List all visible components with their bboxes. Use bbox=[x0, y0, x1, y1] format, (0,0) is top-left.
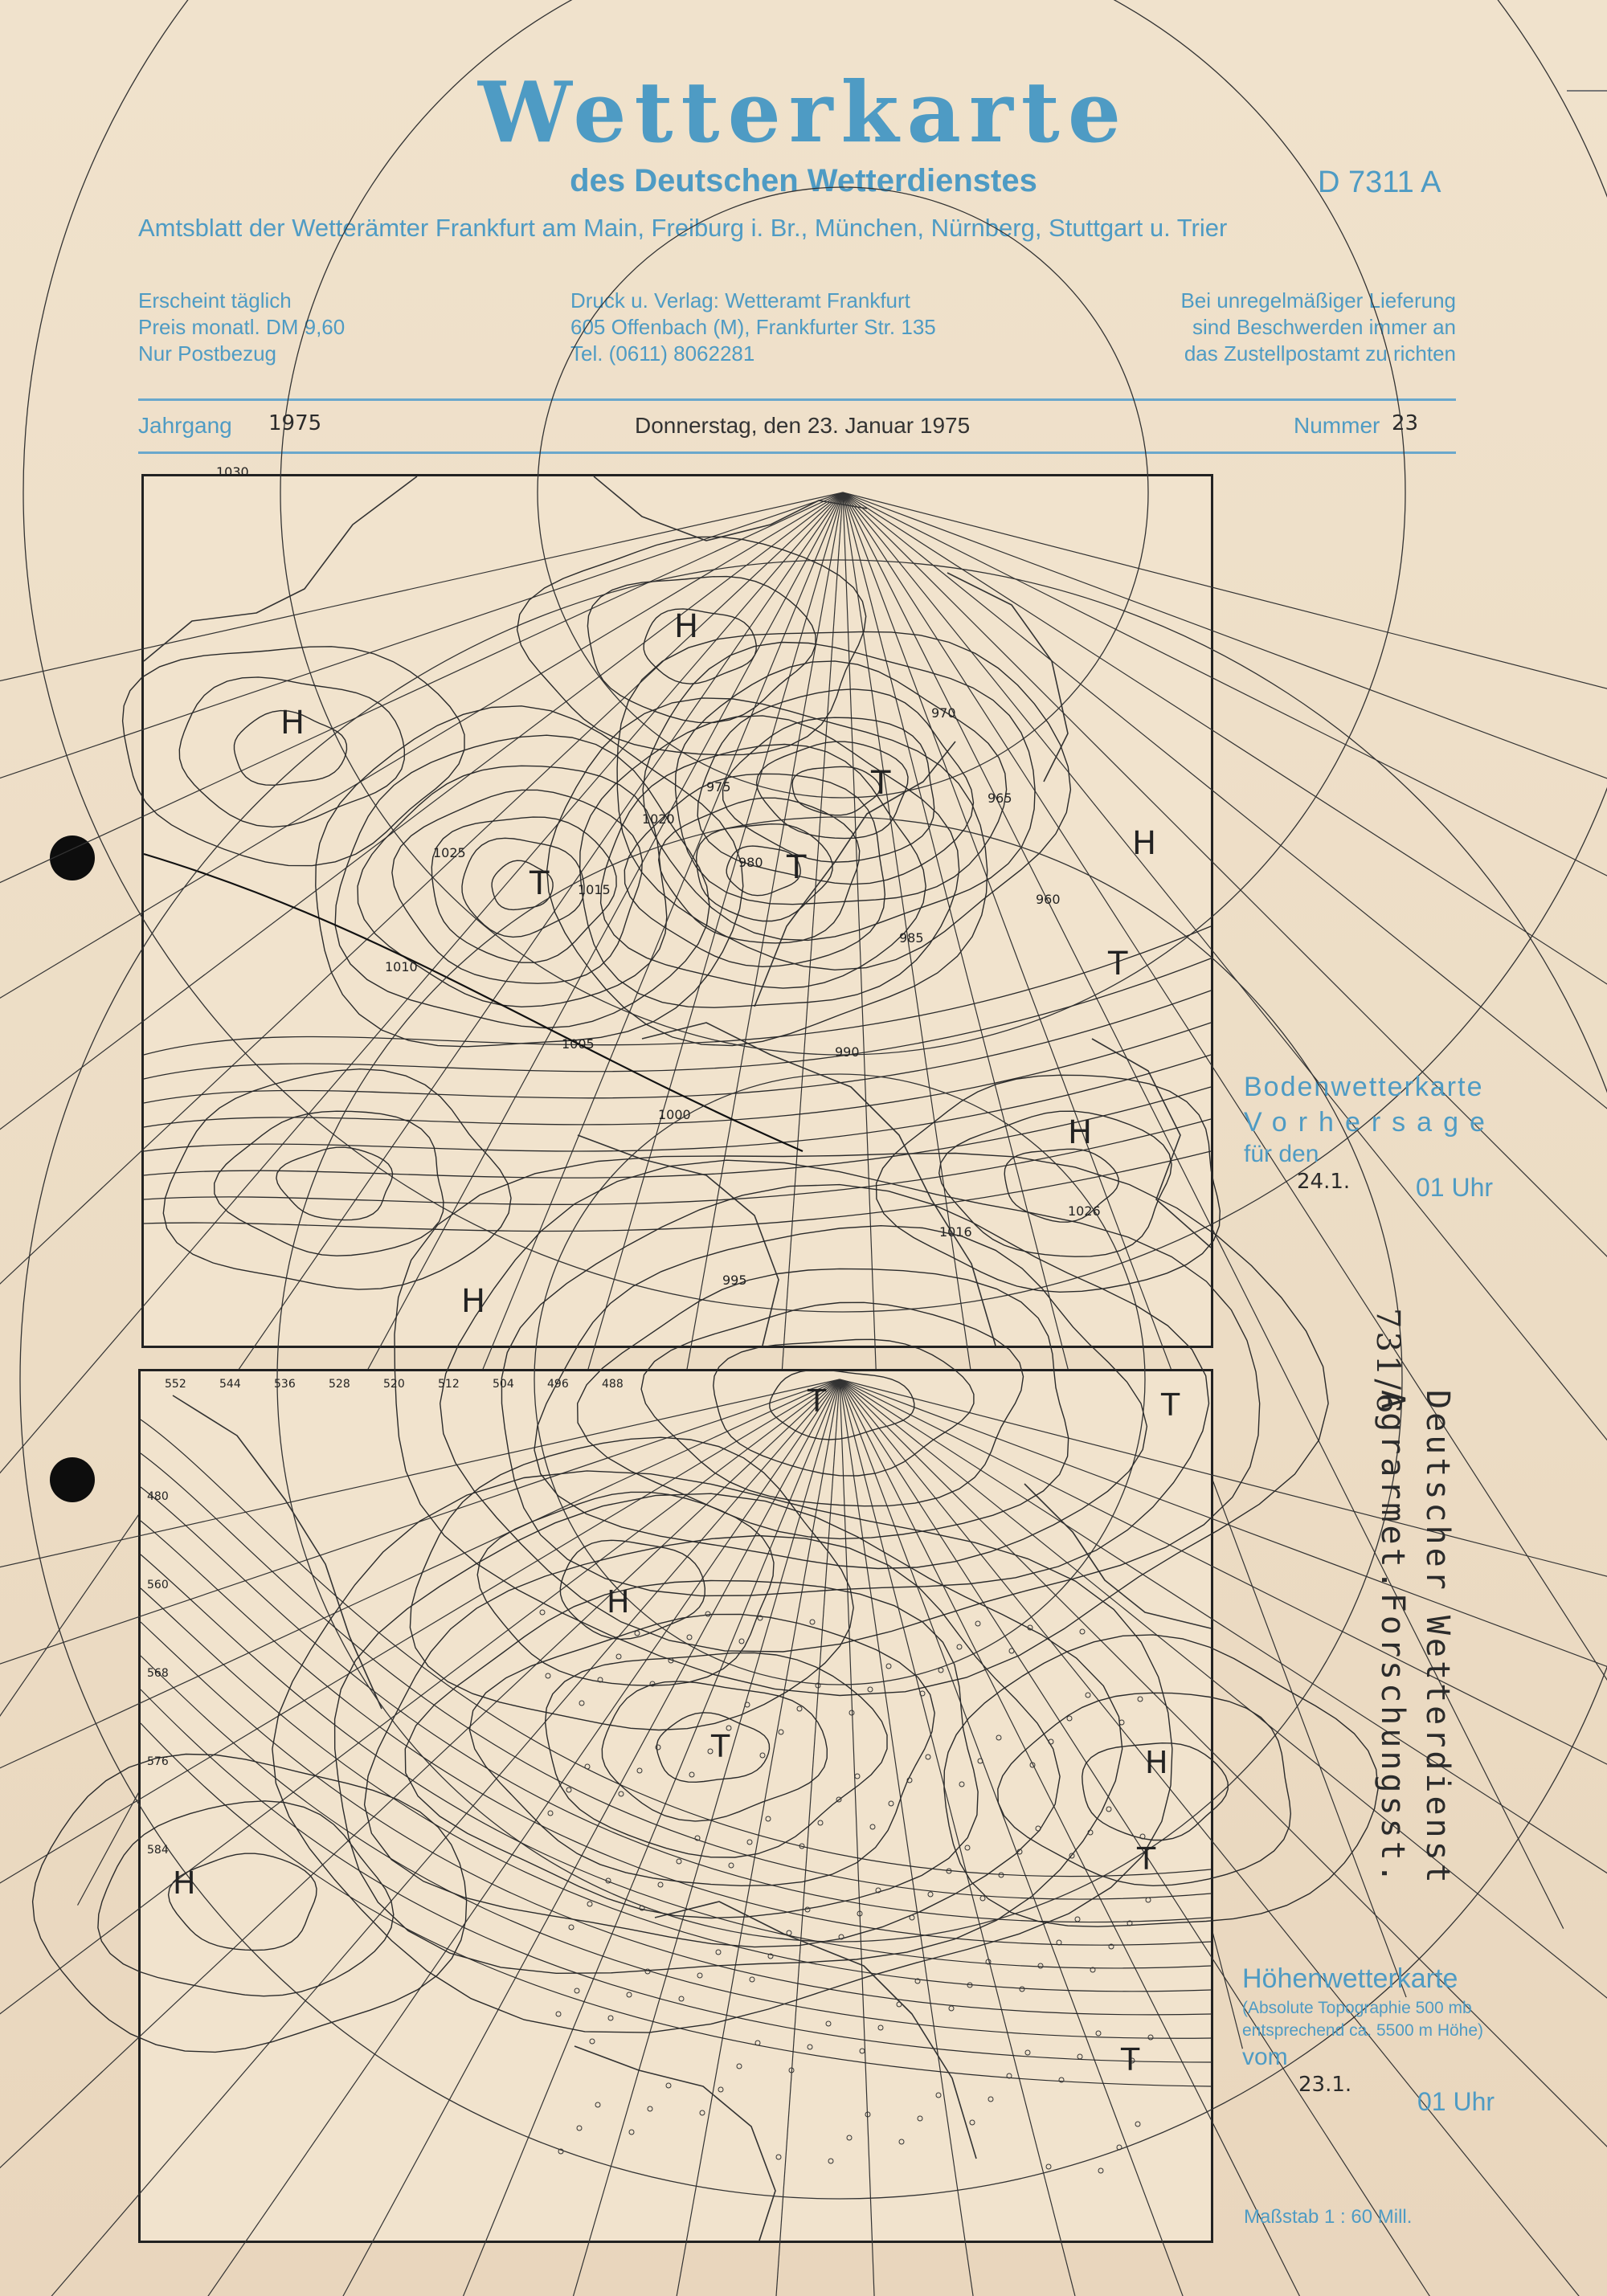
isobar bbox=[276, 1147, 393, 1220]
pressure-label: 1030 bbox=[216, 464, 249, 480]
info-line: Tel. (0611) 8062281 bbox=[570, 341, 755, 366]
library-stamp bbox=[1366, 1301, 1462, 1992]
height-label: 488 bbox=[602, 1378, 624, 1391]
station-plot bbox=[1038, 1963, 1043, 1968]
isobar bbox=[547, 698, 988, 1046]
station-plot bbox=[996, 1735, 1001, 1740]
station-plot bbox=[897, 2002, 902, 2007]
station-plot bbox=[595, 2102, 600, 2107]
pressure-label: 1015 bbox=[578, 882, 611, 897]
pressure-label: 970 bbox=[931, 705, 956, 721]
isobar bbox=[697, 824, 832, 921]
station-plot bbox=[1086, 1693, 1090, 1697]
low-pressure-center: T bbox=[530, 865, 550, 902]
station-plot bbox=[870, 1824, 875, 1829]
isobar bbox=[877, 1075, 1221, 1292]
upper-air-map-drawing bbox=[141, 1371, 1211, 2241]
high-pressure-center: H bbox=[674, 608, 699, 645]
station-plot bbox=[1077, 2054, 1082, 2059]
station-plot bbox=[988, 2097, 993, 2102]
station-plot bbox=[1046, 2164, 1051, 2169]
station-plot bbox=[577, 2126, 582, 2131]
meridian-line bbox=[840, 1379, 1071, 2296]
meridian-line bbox=[843, 492, 1607, 1056]
handwritten-number: 731/6 bbox=[1369, 1308, 1406, 1417]
isobar bbox=[644, 609, 756, 684]
station-plot bbox=[999, 1873, 1004, 1877]
station-plot bbox=[590, 2039, 595, 2044]
pressure-label: 1005 bbox=[562, 1036, 595, 1052]
pressure-label: 1000 bbox=[658, 1107, 691, 1122]
map1-caption-title: Bodenwetterkarte bbox=[1244, 1072, 1484, 1102]
low-pressure-center: T bbox=[1137, 1841, 1156, 1877]
high-pressure-center: H bbox=[173, 1865, 196, 1901]
map1-caption-sub: Vorhersage bbox=[1244, 1107, 1496, 1138]
station-plot bbox=[1020, 1987, 1024, 1992]
station-plot bbox=[928, 1892, 933, 1897]
height-contour bbox=[469, 1614, 934, 1885]
info-line: Bei unregelmäßiger Lieferung bbox=[1180, 288, 1456, 313]
isobar bbox=[179, 677, 404, 827]
info-line: Nur Postbezug bbox=[138, 341, 276, 366]
station-plot bbox=[959, 1782, 964, 1787]
station-plot bbox=[750, 1977, 754, 1982]
station-plot bbox=[737, 2064, 742, 2069]
station-plot bbox=[569, 1925, 574, 1930]
pressure-label: 975 bbox=[706, 779, 731, 795]
stamp-line-1: Deutscher Wetterdienst bbox=[1419, 1390, 1456, 1886]
station-plot bbox=[677, 1859, 681, 1864]
station-plot bbox=[910, 1915, 914, 1920]
station-plot bbox=[776, 2155, 781, 2159]
isobar bbox=[144, 926, 1211, 1055]
height-label: 536 bbox=[274, 1378, 296, 1391]
isobar bbox=[659, 798, 860, 943]
height-contour bbox=[141, 1656, 1211, 2038]
station-plot bbox=[687, 1635, 692, 1640]
station-plot bbox=[648, 2106, 652, 2111]
height-contour bbox=[141, 1487, 1211, 1922]
station-plot bbox=[540, 1610, 545, 1615]
coastline bbox=[1092, 1039, 1211, 1248]
station-plot bbox=[779, 1730, 783, 1734]
map2-caption-from: vom bbox=[1242, 2044, 1288, 2070]
meridian-line bbox=[840, 1379, 1607, 2296]
height-contour bbox=[944, 1635, 1378, 1926]
station-plot bbox=[1096, 2031, 1101, 2036]
station-plot bbox=[556, 2012, 561, 2016]
meridian-line bbox=[840, 1379, 1607, 2100]
isobar bbox=[939, 1111, 1172, 1256]
pressure-label: 985 bbox=[899, 930, 924, 946]
header-rule-top bbox=[138, 398, 1456, 401]
height-label: 512 bbox=[438, 1378, 460, 1391]
station-plot bbox=[608, 2016, 613, 2020]
meridian-line bbox=[840, 1379, 1607, 1943]
station-plot bbox=[978, 1759, 983, 1763]
height-contour bbox=[141, 1420, 1211, 1877]
station-plot bbox=[980, 1896, 985, 1901]
station-plot bbox=[619, 1791, 624, 1796]
stamp-line-2: Agrarmet.Forschungsst. bbox=[1374, 1390, 1411, 1886]
height-label: 520 bbox=[383, 1378, 405, 1391]
isobar bbox=[723, 717, 934, 862]
station-plot bbox=[1106, 1807, 1111, 1812]
height-contour bbox=[560, 1540, 705, 1639]
pressure-label: 1025 bbox=[433, 845, 466, 860]
publisher-info bbox=[570, 288, 936, 367]
station-plot bbox=[1067, 1716, 1072, 1721]
upper-air-map bbox=[138, 1369, 1213, 2243]
meridian-line bbox=[0, 1379, 840, 1895]
publication-info bbox=[138, 288, 345, 367]
height-label: 504 bbox=[493, 1378, 514, 1391]
station-plot bbox=[975, 1621, 980, 1626]
info-line: das Zustellpostamt zu richten bbox=[1184, 341, 1456, 366]
station-plot bbox=[1098, 2168, 1103, 2173]
meridian-line bbox=[840, 1379, 1239, 2296]
punch-hole bbox=[50, 1457, 95, 1502]
low-pressure-center: T bbox=[1108, 946, 1128, 983]
weather-front bbox=[144, 854, 803, 1151]
station-plot bbox=[818, 1820, 823, 1825]
height-label: 480 bbox=[147, 1490, 169, 1503]
station-plot bbox=[697, 1973, 702, 1978]
meridian-line bbox=[840, 1379, 1607, 2296]
info-line: Druck u. Verlag: Wetteramt Frankfurt bbox=[570, 288, 910, 313]
isobar bbox=[144, 1055, 1211, 1151]
masthead-title: Wetterkarte bbox=[478, 63, 1129, 161]
isobar bbox=[580, 716, 959, 1007]
station-plot bbox=[860, 2049, 865, 2053]
station-plot bbox=[635, 1631, 640, 1636]
station-plot bbox=[1080, 1629, 1085, 1634]
height-label: 568 bbox=[147, 1667, 169, 1680]
height-label: 544 bbox=[219, 1378, 241, 1391]
station-plot bbox=[1036, 1826, 1041, 1831]
low-pressure-center: T bbox=[871, 765, 891, 802]
station-plot bbox=[729, 1863, 734, 1868]
station-plot bbox=[1146, 1898, 1151, 1902]
station-plot bbox=[810, 1620, 815, 1624]
station-plot bbox=[957, 1644, 962, 1649]
meridian-line bbox=[0, 1379, 840, 2296]
meridian-line bbox=[75, 1379, 840, 2296]
meridian-line bbox=[840, 1379, 1403, 2296]
station-plot bbox=[855, 1774, 860, 1779]
station-plot bbox=[548, 1811, 553, 1816]
map2-caption-line1: (Absolute Topographie 500 mb bbox=[1242, 1999, 1472, 2017]
height-label: 552 bbox=[165, 1378, 186, 1391]
meridian-line bbox=[229, 1379, 840, 2296]
meridian-line bbox=[0, 1379, 840, 2296]
meridian-line bbox=[0, 1379, 840, 2054]
station-plot bbox=[700, 2110, 705, 2115]
document-number: D 7311 A bbox=[1318, 165, 1441, 199]
pressure-label: 990 bbox=[835, 1044, 860, 1060]
amtsblatt-line: Amtsblatt der Wetterämter Frankfurt am Main, Freiburg i. Br., München, Nürnberg, Stuttgart u. Trier bbox=[138, 214, 1228, 242]
station-plot bbox=[826, 2021, 831, 2026]
map-scale: Maßstab 1 : 60 Mill. bbox=[1244, 2206, 1413, 2228]
station-plot bbox=[747, 1840, 752, 1845]
station-plot bbox=[689, 1772, 694, 1777]
nummer-label: Nummer bbox=[1294, 413, 1380, 438]
station-plot bbox=[970, 2120, 975, 2125]
low-pressure-center: T bbox=[1121, 2042, 1140, 2077]
station-plot bbox=[627, 1992, 632, 1997]
station-plot bbox=[579, 1701, 584, 1706]
info-line: Erscheint täglich bbox=[138, 288, 292, 313]
pressure-label: 1016 bbox=[939, 1224, 972, 1240]
info-line: 605 Offenbach (M), Frankfurter Str. 135 bbox=[570, 315, 936, 339]
isobar bbox=[643, 643, 1035, 941]
coastline bbox=[655, 1902, 976, 2159]
station-plot bbox=[1025, 2050, 1030, 2055]
high-pressure-center: H bbox=[461, 1283, 486, 1320]
jahrgang-value: 1975 bbox=[268, 411, 322, 435]
height-label: 584 bbox=[147, 1844, 169, 1857]
station-plot bbox=[718, 2087, 723, 2092]
height-label: 528 bbox=[329, 1378, 350, 1391]
station-plot bbox=[666, 2083, 671, 2088]
height-label: 576 bbox=[147, 1755, 169, 1768]
delivery-info bbox=[1143, 288, 1456, 367]
station-plot bbox=[1138, 1697, 1143, 1702]
isobar bbox=[335, 735, 709, 1027]
station-plot bbox=[805, 1907, 810, 1912]
jahrgang-label: Jahrgang bbox=[138, 413, 232, 438]
meridian-line bbox=[0, 1379, 840, 1730]
pressure-label: 965 bbox=[988, 791, 1012, 806]
station-plot bbox=[938, 1668, 943, 1673]
height-contour bbox=[141, 1588, 1211, 1992]
nummer-value: 23 bbox=[1392, 411, 1419, 435]
isobar bbox=[144, 1087, 1211, 1178]
masthead-subtitle: des Deutschen Wetterdienstes bbox=[570, 163, 1037, 198]
low-pressure-center: T bbox=[808, 1383, 827, 1419]
station-plot bbox=[739, 1639, 744, 1644]
station-plot bbox=[575, 1988, 579, 1993]
station-plot bbox=[808, 2045, 812, 2049]
isobar bbox=[517, 537, 866, 755]
meridian-line bbox=[840, 1379, 1607, 1779]
station-plot bbox=[899, 2139, 904, 2144]
height-contour bbox=[33, 1755, 467, 2053]
station-plot bbox=[1117, 2145, 1122, 2150]
pressure-label: 995 bbox=[722, 1273, 747, 1288]
low-pressure-center: T bbox=[1161, 1387, 1180, 1423]
map2-caption-line2: entsprechend ca. 5500 m Höhe) bbox=[1242, 2021, 1484, 2040]
station-plot bbox=[828, 2159, 833, 2163]
high-pressure-center: H bbox=[280, 705, 305, 742]
station-plot bbox=[1009, 1648, 1014, 1653]
station-plot bbox=[1148, 2035, 1153, 2040]
pressure-label: 980 bbox=[738, 855, 763, 870]
station-plot bbox=[878, 2025, 883, 2030]
station-plot bbox=[889, 1801, 893, 1806]
meridian-line bbox=[840, 1379, 1607, 2296]
station-plot bbox=[629, 2130, 634, 2135]
height-contour bbox=[98, 1801, 394, 1996]
map2-date: 23.1. bbox=[1298, 2073, 1352, 2097]
pressure-label: 1020 bbox=[642, 811, 675, 827]
meridian-line bbox=[0, 1379, 840, 2296]
map2-caption-title: Höhenwetterkarte bbox=[1242, 1963, 1458, 1994]
station-plot bbox=[918, 2116, 922, 2121]
station-plot bbox=[658, 1882, 663, 1887]
map1-time: 01 Uhr bbox=[1416, 1173, 1494, 1202]
high-pressure-center: H bbox=[1068, 1114, 1093, 1151]
high-pressure-center: H bbox=[607, 1584, 630, 1620]
height-label: 560 bbox=[147, 1579, 169, 1591]
meridian-line bbox=[558, 1379, 840, 2296]
map1-date: 24.1. bbox=[1297, 1170, 1351, 1194]
low-pressure-center: T bbox=[711, 1729, 730, 1764]
station-plot bbox=[1075, 1917, 1080, 1922]
station-plot bbox=[760, 1753, 765, 1758]
station-plot bbox=[616, 1654, 621, 1659]
pressure-label: 1010 bbox=[385, 959, 418, 974]
pressure-label: 1026 bbox=[1068, 1203, 1101, 1219]
header-rule-bottom bbox=[138, 451, 1456, 454]
issue-date: Donnerstag, den 23. Januar 1975 bbox=[635, 413, 971, 438]
station-plot bbox=[716, 1950, 721, 1955]
station-plot bbox=[679, 1996, 684, 2001]
height-contour bbox=[141, 1453, 1211, 1899]
isobar bbox=[587, 577, 816, 723]
info-line: Preis monatl. DM 9,60 bbox=[138, 315, 346, 339]
info-line: sind Beschwerden immer an bbox=[1192, 315, 1456, 339]
station-plot bbox=[936, 2093, 941, 2098]
station-plot bbox=[949, 2006, 954, 2011]
surface-map-drawing bbox=[144, 464, 1211, 1346]
map1-caption-for: für den bbox=[1244, 1141, 1319, 1167]
station-plot bbox=[587, 1902, 592, 1906]
high-pressure-center: H bbox=[1132, 825, 1157, 862]
station-plot bbox=[1135, 2122, 1140, 2126]
coastline bbox=[173, 1395, 382, 1709]
meridian-line bbox=[843, 492, 1607, 892]
station-plot bbox=[585, 1764, 590, 1769]
station-plot bbox=[965, 1845, 970, 1850]
station-plot bbox=[868, 1687, 873, 1692]
meridian-line bbox=[0, 1379, 840, 2296]
station-plot bbox=[886, 1664, 891, 1669]
low-pressure-center: T bbox=[787, 849, 807, 886]
height-label: 496 bbox=[547, 1378, 569, 1391]
station-plot bbox=[766, 1816, 771, 1821]
station-plot bbox=[705, 1612, 710, 1616]
station-plot bbox=[637, 1768, 642, 1773]
height-contour bbox=[410, 1437, 853, 1730]
high-pressure-center: H bbox=[1145, 1745, 1168, 1780]
coastline bbox=[947, 573, 1068, 782]
map2-time: 01 Uhr bbox=[1417, 2087, 1495, 2116]
station-plot bbox=[566, 1787, 571, 1792]
pressure-label: 960 bbox=[1036, 892, 1061, 907]
station-plot bbox=[926, 1755, 930, 1759]
isobar bbox=[144, 1119, 1211, 1204]
station-plot bbox=[546, 1673, 550, 1678]
station-plot bbox=[797, 1706, 802, 1711]
meridian-line bbox=[840, 1379, 1607, 2296]
meridian-line bbox=[843, 492, 1607, 1501]
station-plot bbox=[755, 2041, 760, 2045]
station-plot bbox=[787, 1930, 791, 1935]
station-plot bbox=[847, 2135, 852, 2140]
coastline bbox=[575, 2046, 775, 2241]
